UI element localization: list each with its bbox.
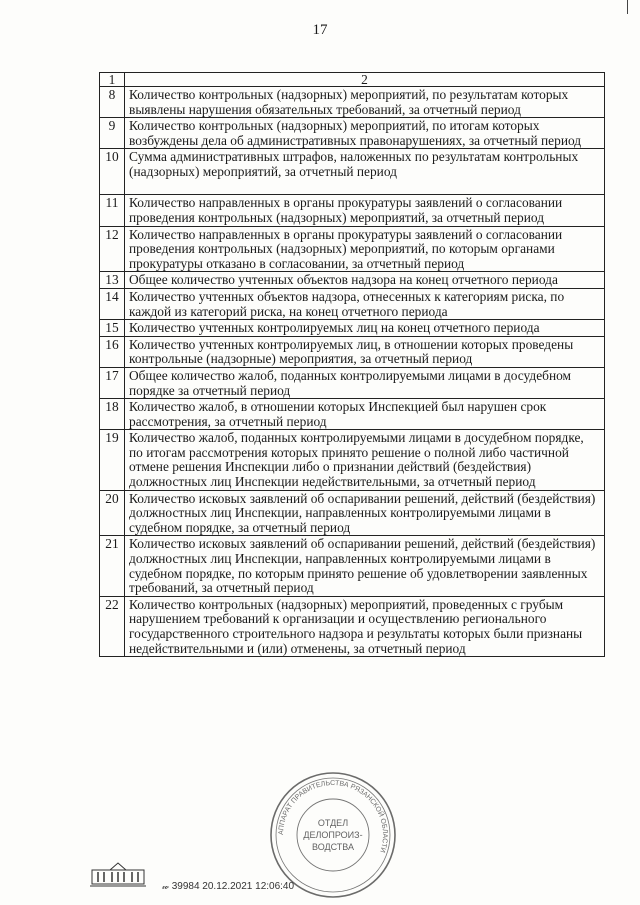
row-text: Количество исковых заявлений об оспаривании решений, действий (бездействия) должностных лиц Инспекции, направленных контролируемыми лицами в судебном порядке, за отчетный период: [125, 490, 605, 536]
table-row: [100, 367, 605, 398]
row-number: 8: [100, 87, 125, 118]
row-text: Количество направленных в органы прокуратуры заявлений о согласовании проведения контрольных (надзорных) мероприятий, за отчетный период: [125, 195, 605, 226]
row-number: 21: [100, 536, 125, 596]
row-number: 13: [100, 272, 125, 289]
table-row: [100, 118, 605, 149]
row-number: 18: [100, 399, 125, 430]
table-row: [100, 195, 605, 226]
row-text: Количество жалоб, в отношении которых Инспекцией был нарушен срок рассмотрения, за отчетный период: [125, 399, 605, 430]
row-text: Количество направленных в органы прокуратуры заявлений о согласовании проведения контрольных (надзорных) мероприятий, по которым органами прокуратуры отказано в согласовании, за отчетный период: [125, 226, 605, 272]
table-row: [100, 490, 605, 536]
stamp-ring-text: АППАРАТ ПРАВИТЕЛЬСТВА РЯЗАНСКОЙ ОБЛАСТИ: [277, 779, 389, 854]
page-number: 17: [312, 22, 328, 38]
row-text: Количество учтенных контролируемых лиц, в отношении которых проведены контрольные (надзорные) мероприятия, за отчетный период: [125, 336, 605, 367]
row-number: 20: [100, 490, 125, 536]
table-header-row: [100, 73, 605, 87]
building-logo-icon: [90, 860, 146, 888]
table-row: [100, 320, 605, 337]
row-text: Общее количество жалоб, поданных контролируемыми лицами в досудебном порядке за отчетный период: [125, 367, 605, 398]
table-row: [100, 596, 605, 656]
row-number: 10: [100, 149, 125, 195]
table-row: [100, 536, 605, 596]
row-number: 22: [100, 596, 125, 656]
header-col-2: 2: [125, 73, 605, 87]
registration-mark-icon: 𝓌: [162, 881, 169, 892]
row-text: Количество учтенных объектов надзора, отнесенных к категориям риска, по каждой из категорий риска, на конец отчетного периода: [125, 288, 605, 319]
row-number: 12: [100, 226, 125, 272]
table-row: [100, 288, 605, 319]
row-number: 19: [100, 430, 125, 490]
table-row: [100, 272, 605, 289]
stamp-line-1: ОТДЕЛ: [317, 818, 349, 828]
row-text: Количество контрольных (надзорных) мероприятий, проведенных с грубым нарушением требований к организации и осуществлению регионального государственного строительного надзора и результаты которых были признаны недействительными и (или) отменены, за отчетный период: [125, 596, 605, 656]
row-text: Количество исковых заявлений об оспаривании решений, действий (бездействия) должностных лиц Инспекции, направленных контролируемыми лицами в судебном порядке, по которым принято решение об удовлетворении заявленных требований, за отчетный период: [125, 536, 605, 596]
table-row: [100, 399, 605, 430]
row-text: Количество жалоб, поданных контролируемыми лицами в досудебном порядке, по итогам рассмотрения которых принято решение о полной либо частичной отмене решения Инспекции либо о признании действий (бездействия) должностных лиц Инспекции недействительными, за отчетный период: [125, 430, 605, 490]
table-row: [100, 226, 605, 272]
row-text: Количество контрольных (надзорных) мероприятий, по итогам которых возбуждены дела об административных правонарушениях, за отчетный период: [125, 118, 605, 149]
row-text: Количество контрольных (надзорных) мероприятий, по результатам которых выявлены нарушения обязательных требований, за отчетный период: [125, 87, 605, 118]
registration-footer: [162, 881, 294, 892]
row-number: 16: [100, 336, 125, 367]
table-row: [100, 430, 605, 490]
corner-mark: [627, 0, 628, 14]
row-number: 9: [100, 118, 125, 149]
registration-info: 39984 20.12.2021 12:06:40: [171, 881, 295, 892]
table-row: [100, 149, 605, 195]
row-text: Сумма административных штрафов, наложенных по результатам контрольных (надзорных) мероприятий, за отчетный период: [125, 149, 605, 195]
row-number: 17: [100, 367, 125, 398]
row-number: 11: [100, 195, 125, 226]
row-text: Количество учтенных контролируемых лиц на конец отчетного периода: [125, 320, 605, 337]
stamp-line-2: ДЕЛОПРОИЗ-: [303, 830, 363, 840]
row-text: Общее количество учтенных объектов надзора на конец отчетного периода: [125, 272, 605, 289]
stamp-line-3: ВОДСТВА: [311, 842, 355, 852]
indicators-table: [99, 72, 605, 657]
row-number: 14: [100, 288, 125, 319]
table-row: [100, 336, 605, 367]
header-col-1: 1: [100, 73, 125, 87]
row-number: 15: [100, 320, 125, 337]
table-row: [100, 87, 605, 118]
